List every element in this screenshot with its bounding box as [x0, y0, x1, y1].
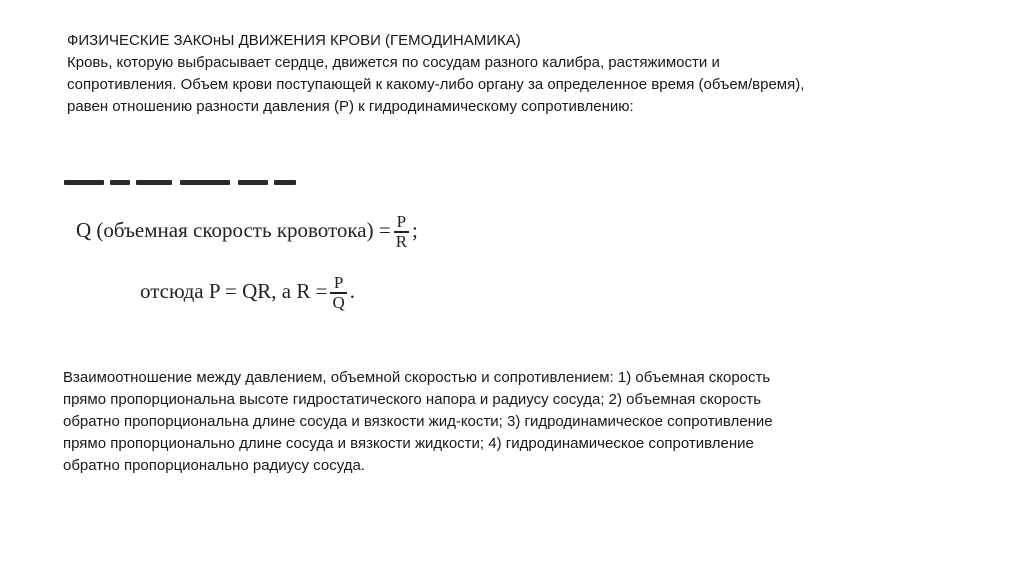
formula-punctuation: ;: [412, 217, 418, 242]
relationship-text-block: [63, 367, 943, 477]
formula-flow-rate: [76, 213, 418, 251]
slide-title: ФИЗИЧЕСКИЕ ЗАКОнЫ ДВИЖЕНИЯ КРОВИ (ГЕМОДИНАМИКА): [67, 32, 521, 49]
fraction-numerator: P: [394, 213, 409, 233]
relationship-line: прямо пропорционально длине сосуда и вязкости жидкости; 4) гидродинамическое сопротивление: [63, 435, 754, 452]
formula-flow-rate-text: Q (объемная скорость кровотока) =: [76, 217, 391, 242]
formula-derived-text: отсюда P = QR, а R =: [140, 278, 328, 303]
formula-derived: [140, 274, 355, 312]
fraction-denominator: Q: [332, 293, 345, 312]
formula-image: [62, 178, 532, 318]
intro-line: равен отношению разности давления (Р) к гидродинамическому сопротивлению:: [67, 98, 634, 115]
relationship-line: обратно пропорциональна длине сосуда и вязкости жид-кости; 3) гидродинамическое сопротивление: [63, 413, 773, 430]
fraction-p-over-q: [330, 274, 346, 312]
intro-line: сопротивления. Объем крови поступающей к какому-либо органу за определенное время (объем/время),: [67, 76, 805, 93]
relationship-line: Взаимоотношение между давлением, объемной скоростью и сопротивлением: 1) объемная скорость: [63, 369, 771, 386]
fraction-p-over-r: [394, 213, 409, 251]
relationship-line: обратно пропорционально радиусу сосуда.: [63, 457, 365, 474]
fraction-numerator: P: [330, 274, 346, 294]
relationship-line: прямо пропорциональна высоте гидростатического напора и радиусу сосуда; 2) объемная скорость: [63, 391, 762, 408]
intro-text-block: [67, 30, 967, 118]
fraction-denominator: R: [395, 232, 408, 251]
scan-artifact-strip: [62, 178, 302, 188]
intro-line: Кровь, которую выбрасывает сердце, движется по сосудам разного калибра, растяжимости и: [67, 54, 720, 71]
formula-punctuation: .: [349, 278, 355, 303]
